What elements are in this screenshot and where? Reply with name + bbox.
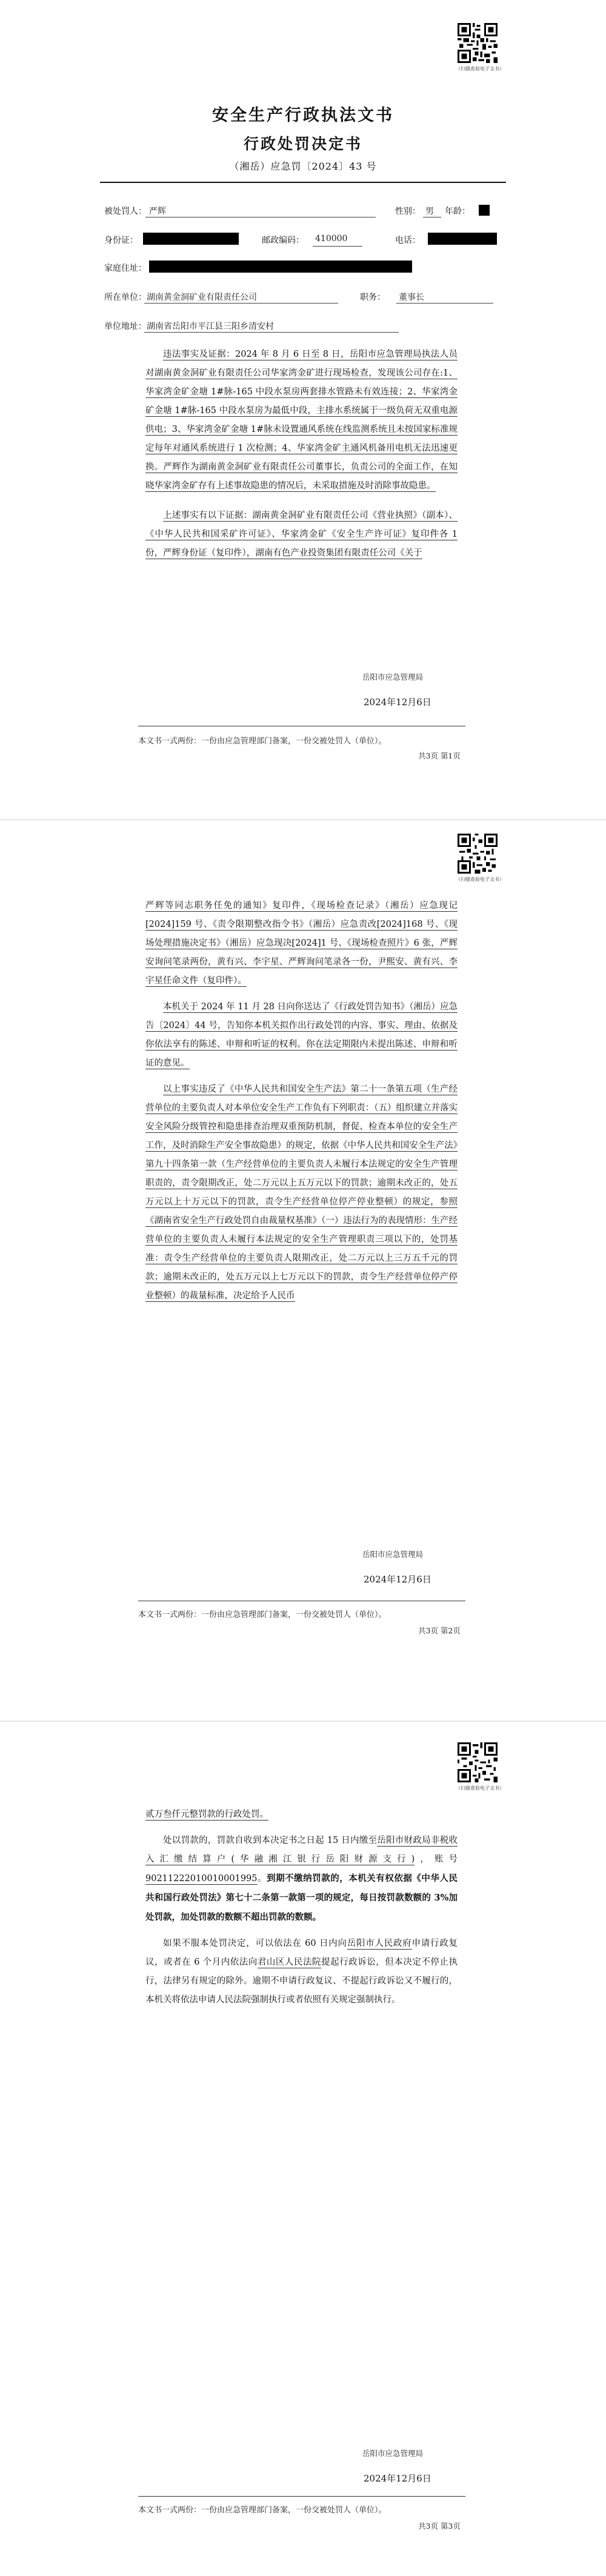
document-page-3 <box>0 1733 606 2576</box>
issuing-authority: 岳阳市应急管理局 <box>362 2449 424 2458</box>
gender-value: 男 <box>425 207 434 216</box>
footer-note: 本文书一式两份：一份由应急管理部门备案，一份交被处罚人（单位）。 <box>138 1610 387 1619</box>
age-redacted <box>479 205 490 216</box>
document-type-title: 安全生产行政执法文书 <box>212 106 394 125</box>
qr-code-icon <box>458 23 498 63</box>
document-page-1 <box>0 0 606 812</box>
employer-address-value: 湖南省岳阳市平江县三阳乡清安村 <box>147 322 274 331</box>
id-label: 身份证： <box>104 236 138 245</box>
gender-label: 性别： <box>395 207 421 216</box>
notification-paragraph <box>145 998 458 1073</box>
body-text-page-3 <box>145 1805 458 2010</box>
body-text-page-2 <box>145 897 458 1306</box>
page-number: 共3页 第3页 <box>418 2521 461 2531</box>
appeal-text-b: 申请行政复议，或者在 6 个月内依法向 <box>145 1939 458 1967</box>
phone-redacted <box>428 233 497 245</box>
late-payment-text: 到期不缴纳罚款的，本机关有权依据《中华人民共和国行政处罚法》第七十二条第一款第一项的规定，每日按罚款数额的 3%加处罚款，加处罚款的数额不超出罚款的数额。 <box>145 1873 458 1922</box>
position-value: 董事长 <box>399 293 424 302</box>
appeal-court: 君山区人民法院 <box>257 1957 322 1967</box>
issue-date: 2024年12月6日 <box>364 697 431 708</box>
home-address-redacted <box>149 261 412 273</box>
document-page-2 <box>0 830 606 1702</box>
payment-text-c: 。 <box>257 1874 267 1884</box>
footer-note: 本文书一式两份：一份由应急管理部门备案，一份交被处罚人（单位）。 <box>138 737 387 746</box>
qr-caption: （扫描查验电子文书） <box>456 877 504 882</box>
evidence-continued-text: 严辉等同志职务任免的通知》复印件，《现场检查记录》（湘岳）应急现记[2024]159 号、《责令限期整改指令书》（湘岳）应急责改[2024]168 号、《现场处理措施决定书》（湘岳）应急现决[2024]1 号、《现场检查照片》6 张，严辉安询问笔录两份，黄有兴、李宇星、严辉询问笔录各一份，尹熙安、黄有兴、李宇星任命文件（复印件）。 <box>145 901 458 986</box>
home-address-label: 家庭住址： <box>104 264 147 273</box>
issue-date: 2024年12月6日 <box>364 1574 431 1585</box>
legal-basis-text: 以上事实违反了《中华人民共和国安全生产法》第二十一条第五项（生产经营单位的主要负责人对本单位安全生产工作负有下列职责：（五）组织建立并落实安全风险分级管控和隐患排查治理双重预防机制，督促、检查本单位的安全生产工作，及时消除生产安全事故隐患）的规定，依据《中华人民共和国安全生产法》第九十四条第一款（生产经营单位的主要负责人未履行本法规定的安全生产管理职责的，责令限期改正，处二万元以上五万元以下的罚款；逾期未改正的，处五万元以上十万元以下的罚款，责令生产经营单位停产停业整顿）的规定，参照《湖南省安全生产行政处罚自由裁量权基准》（一）违法行为的表现情形：生产经营单位的主要负责人未履行本法规定的安全生产管理职责三项以下的，处罚基准：责令生产经营单位的主要负责人限期改正，处二万元以上三万五千元的罚款；逾期未改正的，处五万元以上七万元以下的罚款，责令生产经营单位停产停业整顿）的裁量标准，决定给予人民币 <box>145 1084 458 1301</box>
appeal-government: 岳阳市人民政府 <box>347 1939 412 1948</box>
employer-address-underline <box>144 332 399 333</box>
penalty-amount-text: 贰万叁仟元整罚款的行政处罚。 <box>145 1810 268 1819</box>
position-label: 职务： <box>360 293 385 302</box>
page-separator <box>0 819 606 820</box>
payment-paragraph <box>145 1831 458 1927</box>
employer-value: 湖南黄金洞矿业有限责任公司 <box>147 293 257 302</box>
age-label: 年龄： <box>445 207 470 216</box>
footer-note: 本文书一式两份：一份由应急管理部门备案，一份交被处罚人（单位）。 <box>138 2506 387 2515</box>
body-text-page-1 <box>145 345 458 563</box>
employer-label: 所在单位： <box>104 293 147 302</box>
page-number: 共3页 第1页 <box>418 751 461 760</box>
qr-code-icon <box>458 1742 498 1782</box>
postcode-underline <box>313 246 362 247</box>
violation-facts-paragraph <box>145 345 458 496</box>
qr-caption: （扫描查验电子文书） <box>456 1785 504 1791</box>
evidence-paragraph <box>145 506 458 563</box>
appeal-text-a: 如果不服本处罚决定，可以依法在 60 日内向 <box>163 1939 347 1948</box>
issue-date: 2024年12月6日 <box>364 2473 431 2484</box>
evidence-text: 上述事实有以下证据：湖南黄金洞矿业有限责任公司《营业执照》（副本）、《中华人民共和国采矿许可证》、华家湾金矿《安全生产许可证》复印件各 1 份，严辉身份证（复印件），湖南有色产业投资集团有限责任公司《关于 <box>145 511 458 558</box>
qr-code-icon <box>458 834 498 874</box>
employer-underline <box>144 303 338 304</box>
payment-account: 90211222010010001995 <box>145 1874 258 1884</box>
issuing-authority: 岳阳市应急管理局 <box>362 1550 424 1559</box>
postcode-label: 邮政编码： <box>262 236 304 245</box>
document-number: （湘岳）应急罚〔2024〕43 号 <box>229 161 377 172</box>
penalty-amount-paragraph <box>145 1805 458 1824</box>
notification-text: 本机关于 2024 年 11 月 28 日向你送达了《行政处罚告知书》（湘岳）应急告〔2024〕44 号，告知你本机关拟作出行政处罚的内容、事实、理由、依据及你依法享有的陈述、申辩和听证的权利。你在法定期限内未提出陈述、申辩和听证的意见。 <box>145 1002 458 1068</box>
payment-text-b: ，账号 <box>415 1854 458 1864</box>
phone-label: 电话： <box>395 236 421 245</box>
legal-basis-paragraph <box>145 1080 458 1306</box>
page-number: 共3页 第2页 <box>418 1626 461 1635</box>
employer-address-label: 单位地址： <box>104 322 147 331</box>
violation-facts-text: 违法事实及证据：2024 年 8 月 6 日至 8 日，岳阳市应急管理局执法人员对湖南黄金洞矿业有限责任公司华家湾金矿进行现场检查，发现该公司存在:1、华家湾金矿金塘 1#脉-165 中段水泵房两套排水管路未有效连接；2、华家湾金矿金塘 1#脉-165 中段水泵房为最低中段，主排水系统属于一级负荷无双重电源供电；3、华家湾金矿金塘 1#脉未设置通风系统在线监测系统且未按国家标准规定每年对通风系统进行 1 次检测；4、华家湾金矿主通风机备用电机无法迅速更换。严辉作为湖南黄金洞矿业有限责任公司董事长，负责公司的全面工作，在知晓华家湾金矿存有上述事故隐患的情况后，未采取措施及时消除事故隐患。 <box>145 350 458 491</box>
payment-text-a: 处以罚款的，罚款自收到本决定书之日起 15 日内缴至 <box>163 1836 378 1845</box>
footer-rule <box>138 2496 465 2497</box>
qr-caption: （扫描查验电子文书） <box>456 66 504 71</box>
payment-bank: 岳阳市财政局非税收入汇缴结算户(华融湘江银行岳阳财源支行) <box>145 1836 458 1864</box>
issuing-authority: 岳阳市应急管理局 <box>362 672 424 682</box>
page-separator <box>0 1721 606 1722</box>
appeal-text-c: 提起行政诉讼，但本决定不停止执行，法律另有规定的除外。逾期不申请行政复议、不提起行政诉讼又不履行的，本机关将依法申请人民法院强制执行或者依照有关规定强制执行。 <box>145 1957 458 2005</box>
position-underline <box>396 303 493 304</box>
evidence-continued-paragraph <box>145 897 458 991</box>
name-label: 被处罚人： <box>104 207 147 216</box>
appeal-paragraph <box>145 1934 458 2010</box>
postcode-value: 410000 <box>315 234 348 244</box>
id-redacted <box>143 233 239 245</box>
name-value: 严辉 <box>149 207 166 216</box>
header-rule <box>100 182 506 183</box>
document-title: 行政处罚决定书 <box>243 135 362 153</box>
